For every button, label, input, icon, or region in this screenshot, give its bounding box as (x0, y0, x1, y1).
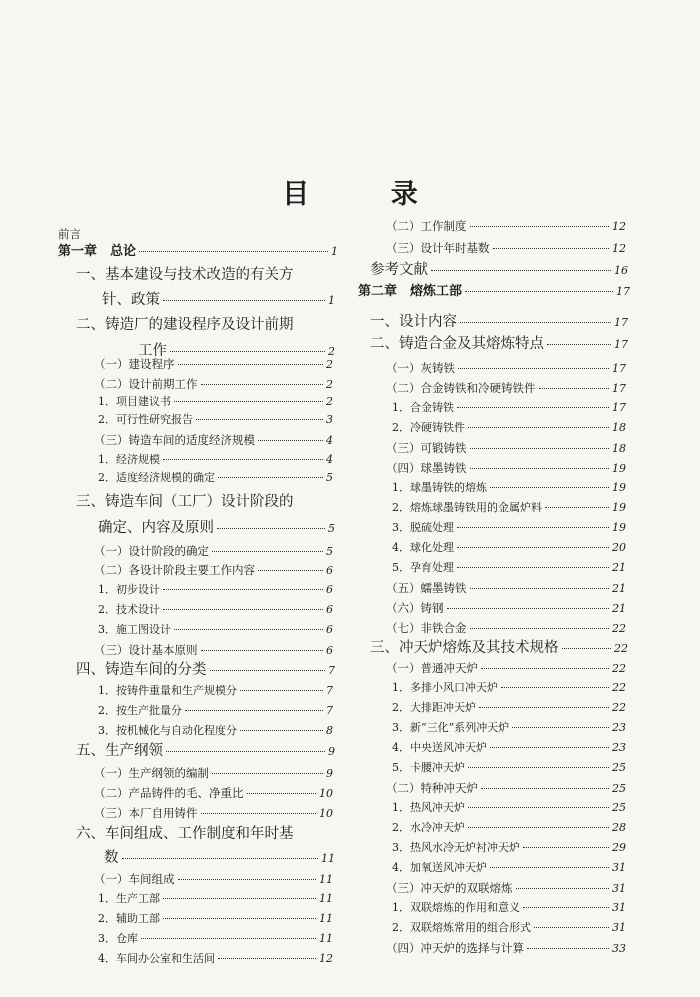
toc-page-number: 19 (612, 462, 626, 475)
toc-page-number: 18 (612, 442, 626, 455)
toc-entry (392, 860, 626, 876)
toc-entry (98, 412, 333, 428)
toc-entry-title: 1．项目建议书 (98, 395, 171, 408)
dot-leader (490, 487, 609, 488)
toc-entry-title: 2．冷硬铸铁件 (392, 421, 465, 434)
dot-leader (490, 867, 609, 868)
toc-entry (392, 740, 626, 756)
toc-entry-title: 3．脱硫处理 (392, 521, 454, 534)
toc-entry-title: （二）工作制度 (386, 219, 467, 233)
toc-entry (392, 800, 626, 816)
toc-entry (392, 820, 626, 836)
toc-page-number: 22 (612, 681, 626, 694)
dot-leader (258, 570, 323, 571)
toc-entry (102, 292, 335, 309)
toc-entry (94, 356, 333, 373)
toc-entry-title: 六、车间组成、工作制度和年时基 (76, 826, 294, 842)
toc-entry (94, 376, 333, 393)
dot-leader (468, 427, 609, 428)
toc-entry (370, 262, 628, 279)
dot-leader (174, 629, 323, 630)
toc-entry-title: 1．按铸件重量和生产规模分 (98, 684, 237, 697)
toc-entry-title: （三）铸造车间的适度经济规模 (94, 433, 255, 447)
toc-page-number: 4 (326, 453, 333, 466)
toc-page-number: 31 (612, 861, 626, 874)
toc-page-number: 17 (616, 285, 630, 298)
toc-entry-title: （一）灰铸铁 (386, 361, 455, 375)
dot-leader (523, 847, 609, 848)
toc-entry-title: 数 (104, 850, 119, 866)
dot-leader (470, 448, 610, 449)
toc-page-number: 6 (326, 564, 333, 577)
toc-entry (392, 680, 626, 696)
toc-page-number: 18 (612, 421, 626, 434)
toc-page-number: 17 (612, 382, 626, 395)
toc-entry (392, 560, 626, 576)
toc-entry-title: 3．按机械化与自动化程度分 (98, 724, 237, 737)
dot-leader (178, 364, 324, 365)
toc-entry (76, 662, 335, 679)
dot-leader (201, 813, 317, 814)
dot-leader (512, 727, 609, 728)
dot-leader (470, 628, 610, 629)
dot-leader (516, 888, 610, 889)
toc-entry (392, 520, 626, 536)
toc-page-number: 7 (326, 704, 333, 717)
toc-entry-title: 3．新“三化”系列冲天炉 (392, 721, 510, 734)
toc-page-number: 2 (326, 378, 333, 391)
toc-page-number: 23 (612, 741, 626, 754)
toc-entry (98, 911, 333, 927)
toc-entry (98, 703, 333, 719)
dot-leader (240, 730, 323, 731)
toc-entry-title: 1．热风冲天炉 (392, 801, 465, 814)
toc-page-number: 25 (612, 782, 626, 795)
toc-entry (58, 244, 338, 260)
toc-entry (392, 480, 626, 496)
toc-entry (76, 826, 294, 842)
toc-page-number: 9 (328, 745, 335, 758)
toc-entry (98, 520, 335, 537)
dot-leader (447, 608, 610, 609)
toc-entry (76, 494, 294, 510)
toc-entry-title: 3．仓库 (98, 932, 138, 945)
toc-entry-title: （四）冲天炉的选择与计算 (386, 941, 524, 955)
toc-page-number: 11 (319, 932, 333, 945)
toc-entry (370, 640, 628, 657)
toc-entry (98, 622, 333, 638)
dot-leader (163, 918, 316, 919)
toc-entry-title: 前言 (58, 227, 81, 241)
toc-page-number: 17 (614, 316, 628, 329)
toc-page-number: 6 (326, 623, 333, 636)
toc-page-number: 6 (326, 583, 333, 596)
dot-leader (539, 388, 610, 389)
toc-entry-title: 确定、内容及原则 (98, 520, 214, 536)
toc-page-number: 11 (319, 873, 333, 886)
toc-entry (386, 380, 626, 397)
dot-leader (562, 648, 612, 649)
dot-leader (163, 609, 323, 610)
dot-leader (527, 948, 609, 949)
dot-leader (218, 958, 316, 959)
dot-leader (258, 440, 323, 441)
dot-leader (481, 668, 609, 669)
toc-entry (392, 840, 626, 856)
toc-entry-title: （二）合金铸铁和冷硬铸铁件 (386, 381, 536, 395)
toc-entry (98, 951, 333, 967)
toc-entry (386, 218, 626, 235)
toc-page-number: 1 (331, 245, 338, 258)
dot-leader (185, 710, 323, 711)
toc-page-number: 17 (614, 338, 628, 351)
toc-page-number: 31 (612, 921, 626, 934)
toc-entry (76, 317, 294, 333)
dot-leader (470, 468, 610, 469)
toc-page-number: 25 (612, 801, 626, 814)
dot-leader (139, 251, 328, 252)
toc-page-number: 17 (612, 401, 626, 414)
dot-leader (163, 898, 316, 899)
toc-entry-title: 四、铸造车间的分类 (76, 662, 207, 678)
dot-leader (170, 351, 325, 352)
toc-entry-title: 1．球墨铸铁的熔炼 (392, 481, 487, 494)
toc-entry-title: 4．中央送风冲天炉 (392, 741, 487, 754)
toc-entry-title: 4．车间办公室和生活间 (98, 952, 215, 965)
dot-leader (458, 368, 609, 369)
toc-entry (94, 562, 333, 579)
toc-page-number: 2 (326, 395, 333, 408)
toc-entry (386, 620, 626, 637)
toc-entry-title: 二、铸造合金及其熔炼特点 (370, 336, 544, 352)
dot-leader (468, 827, 609, 828)
toc-entry (392, 760, 626, 776)
toc-entry (386, 940, 626, 957)
toc-entry-title: 2．辅助工部 (98, 912, 160, 925)
toc-entry (392, 920, 626, 936)
toc-page-number: 11 (319, 912, 333, 925)
dot-leader (212, 551, 323, 552)
toc-page-number: 21 (612, 561, 626, 574)
toc-entry-title: 4．球化处理 (392, 541, 454, 554)
toc-entry-title: （七）非铁合金 (386, 621, 467, 635)
toc-page-number: 4 (326, 434, 333, 447)
toc-entry (386, 660, 626, 677)
toc-entry-title: （三）可锻铸铁 (386, 441, 467, 455)
toc-page-number: 5 (326, 471, 333, 484)
dot-leader (240, 690, 323, 691)
dot-leader (465, 291, 613, 292)
dot-leader (547, 344, 611, 345)
dot-leader (470, 588, 610, 589)
toc-entry-title: 针、政策 (102, 292, 160, 308)
toc-entry-title: 一、基本建设与技术改造的有关方 (76, 267, 294, 283)
toc-page-number: 10 (319, 787, 333, 800)
toc-entry-title: 2．可行性研究报告 (98, 413, 193, 426)
toc-page-number: 6 (326, 603, 333, 616)
dot-leader (163, 459, 323, 460)
toc-entry-title: 三、冲天炉熔炼及其技术规格 (370, 640, 559, 656)
toc-page-number: 33 (612, 942, 626, 955)
toc-entry (392, 400, 626, 416)
toc-entry-title: 2．适度经济规模的确定 (98, 471, 215, 484)
toc-entry (98, 394, 333, 410)
toc-page-number: 12 (319, 952, 333, 965)
toc-page-number: 12 (612, 242, 626, 255)
toc-page-number: 7 (328, 664, 335, 677)
dot-leader (479, 707, 609, 708)
dot-leader (201, 384, 324, 385)
dot-leader (247, 793, 317, 794)
dot-leader (212, 773, 323, 774)
toc-page-number: 7 (326, 684, 333, 697)
toc-entry-title: 3．施工图设计 (98, 623, 171, 636)
toc-page-number: 5 (328, 522, 335, 535)
dot-leader (196, 419, 323, 420)
toc-entry-title: 2．大排距冲天炉 (392, 701, 476, 714)
toc-page-number: 29 (612, 841, 626, 854)
dot-leader (431, 270, 611, 271)
toc-entry (392, 500, 626, 516)
toc-entry (386, 360, 626, 377)
toc-entry (98, 891, 333, 907)
toc-entry (392, 420, 626, 436)
toc-entry (94, 871, 333, 888)
toc-entry-title: （四）球墨铸铁 (386, 461, 467, 475)
toc-entry (94, 642, 333, 659)
dot-leader (201, 650, 324, 651)
toc-entry-title: 一、设计内容 (370, 314, 457, 330)
toc-entry (386, 440, 626, 457)
toc-page-number: 9 (326, 767, 333, 780)
toc-entry-title: （一）建设程序 (94, 357, 175, 371)
toc-entry (386, 460, 626, 477)
toc-entry-title: 4．加氧送风冲天炉 (392, 861, 487, 874)
toc-entry (392, 900, 626, 916)
toc-page-number: 17 (612, 362, 626, 375)
toc-page-number: 6 (326, 644, 333, 657)
toc-page-number: 23 (612, 721, 626, 734)
toc-entry (386, 240, 626, 257)
toc-entry (392, 540, 626, 556)
toc-page-number: 19 (612, 501, 626, 514)
toc-entry-title: （五）蠕墨铸铁 (386, 581, 467, 595)
toc-entry (98, 582, 333, 598)
toc-entry-title: （三）设计年时基数 (386, 241, 490, 255)
toc-entry-title: （六）铸钢 (386, 601, 444, 615)
toc-entry (370, 336, 628, 353)
toc-entry-title: 第一章 总论 (58, 244, 137, 259)
toc-page-number: 11 (321, 852, 335, 865)
dot-leader (163, 300, 325, 301)
toc-entry (98, 470, 333, 486)
dot-leader (468, 767, 609, 768)
dot-leader (210, 670, 326, 671)
dot-leader (545, 507, 609, 508)
toc-entry-title: 1．初步设计 (98, 583, 160, 596)
toc-entry-title: 第二章 熔炼工部 (358, 284, 463, 299)
toc-entry-title: 1．合金铸铁 (392, 401, 454, 414)
dot-leader (457, 407, 609, 408)
toc-page-number: 1 (328, 294, 335, 307)
toc-entry (386, 580, 626, 597)
toc-entry-title: （二）特种冲天炉 (386, 781, 478, 795)
dot-leader (163, 589, 323, 590)
dot-leader (457, 547, 609, 548)
toc-page-number: 22 (614, 642, 628, 655)
toc-entry (94, 432, 333, 449)
toc-entry-title: 5．卡腰冲天炉 (392, 761, 465, 774)
toc-page-number: 21 (612, 602, 626, 615)
dot-leader (481, 788, 609, 789)
toc-page-number: 2 (326, 358, 333, 371)
toc-entry (98, 723, 333, 739)
toc-page-number: 31 (612, 901, 626, 914)
toc-entry-title: 2．按生产批量分 (98, 704, 182, 717)
toc-page-number: 10 (319, 807, 333, 820)
dot-leader (460, 322, 611, 323)
dot-leader (501, 687, 609, 688)
toc-entry (386, 880, 626, 897)
toc-entry-title: （一）车间组成 (94, 872, 175, 886)
dot-leader (457, 567, 609, 568)
toc-page-number: 5 (326, 545, 333, 558)
toc-page-number: 16 (614, 264, 628, 277)
page-title: 目 录 (282, 179, 454, 210)
toc-page-number: 11 (319, 892, 333, 905)
dot-leader (217, 528, 325, 529)
dot-leader (218, 477, 323, 478)
toc-entry (98, 602, 333, 618)
toc-entry-title: 1．生产工部 (98, 892, 160, 905)
dot-leader (468, 807, 609, 808)
dot-leader (534, 927, 609, 928)
toc-entry-title: （一）设计阶段的确定 (94, 544, 209, 558)
toc-entry (76, 267, 294, 283)
toc-entry-title: 2．水冷冲天炉 (392, 821, 465, 834)
toc-entry (94, 805, 333, 822)
toc-entry (98, 452, 333, 468)
dot-leader (457, 527, 609, 528)
toc-entry-title: （二）产品铸件的毛、净重比 (94, 786, 244, 800)
toc-page-number: 25 (612, 761, 626, 774)
toc-entry (392, 700, 626, 716)
dot-leader (493, 248, 610, 249)
toc-page-number: 2 (328, 345, 335, 358)
toc-entry-title: 2．熔炼球墨铸铁用的金属炉料 (392, 501, 542, 514)
toc-page-number: 12 (612, 220, 626, 233)
toc-entry-title: （三）本厂自用铸件 (94, 806, 198, 820)
toc-page-number: 31 (612, 882, 626, 895)
toc-entry (370, 314, 628, 331)
toc-entry (76, 743, 335, 760)
dot-leader (490, 747, 609, 748)
toc-entry (386, 600, 626, 617)
toc-entry-title: 2．技术设计 (98, 603, 160, 616)
dot-leader (141, 938, 316, 939)
toc-entry-title: （二）设计前期工作 (94, 377, 198, 391)
toc-entry (98, 683, 333, 699)
toc-entry-title: 五、生产纲领 (76, 743, 163, 759)
toc-entry (104, 850, 335, 867)
toc-entry-title: （一）生产纲领的编制 (94, 766, 209, 780)
toc-entry-title: （一）普通冲天炉 (386, 661, 478, 675)
toc-entry-title: 二、铸造厂的建设程序及设计前期 (76, 317, 294, 333)
dot-leader (122, 858, 319, 859)
dot-leader (166, 751, 325, 752)
toc-page-number: 22 (612, 701, 626, 714)
toc-page-number: 20 (612, 541, 626, 554)
toc-entry (386, 780, 626, 797)
dot-leader (523, 907, 609, 908)
toc-entry-title: 1．多排小风口冲天炉 (392, 681, 498, 694)
toc-entry-title: 三、铸造车间（工厂）设计阶段的 (76, 494, 294, 510)
toc-entry-title: （三）冲天炉的双联熔炼 (386, 881, 513, 895)
dot-leader (174, 401, 323, 402)
toc-page-number: 21 (612, 582, 626, 595)
toc-page-number: 3 (326, 413, 333, 426)
toc-page-number: 22 (612, 622, 626, 635)
toc-entry-title: （二）各设计阶段主要工作内容 (94, 563, 255, 577)
toc-entry-title: 3．热风水冷无炉衬冲天炉 (392, 841, 520, 854)
toc-page-number: 19 (612, 521, 626, 534)
toc-entry (358, 284, 630, 300)
toc-entry (94, 765, 333, 782)
dot-leader (470, 226, 610, 227)
dot-leader (178, 879, 317, 880)
toc-entry (94, 543, 333, 560)
toc-entry-title: 1．经济规模 (98, 453, 160, 466)
toc-entry-title: 1．双联熔炼的作用和意义 (392, 901, 520, 914)
toc-page-number: 22 (612, 662, 626, 675)
toc-entry (58, 226, 81, 242)
toc-page-number: 28 (612, 821, 626, 834)
toc-entry-title: 2．双联熔炼常用的组合形式 (392, 921, 531, 934)
toc-entry-title: （三）设计基本原则 (94, 643, 198, 657)
toc-entry-title: 5．孕育处理 (392, 561, 454, 574)
toc-entry (98, 931, 333, 947)
toc-entry-title: 工作 (138, 343, 167, 359)
toc-entry (94, 785, 333, 802)
toc-entry (392, 720, 626, 736)
toc-entry-title: 参考文献 (370, 262, 428, 278)
toc-page-number: 8 (326, 724, 333, 737)
toc-page-number: 19 (612, 481, 626, 494)
